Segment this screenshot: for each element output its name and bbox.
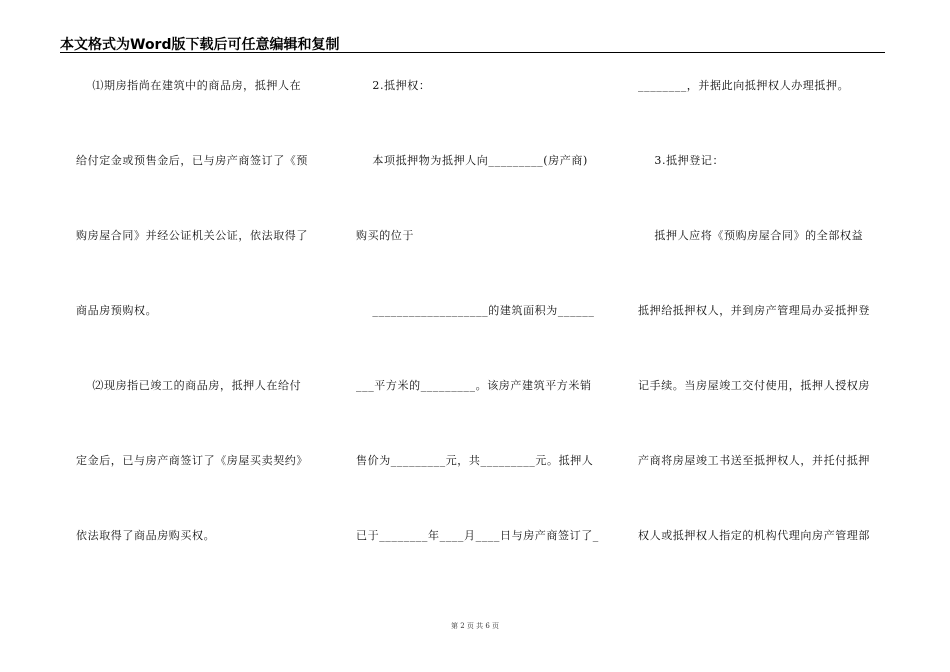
column-line: 依法取得了商品房购买权。 (76, 529, 216, 542)
header-divider (60, 52, 885, 53)
column-line: 产商将房屋竣工书送至抵押权人，并托付抵押 (638, 454, 870, 467)
column-line: 商品房预购权。 (76, 304, 158, 317)
column-line: ___________________的建筑面积为______ (356, 304, 595, 317)
column-line: 定金后，已与房产商签订了《房屋买卖契约》 (76, 454, 308, 467)
column-line: ________，并据此向抵押权人办理抵押。 (638, 79, 850, 92)
column-line: ⑴期房指尚在建筑中的商品房，抵押人在 (76, 79, 302, 92)
column-line: 已于________年____月____日与房产商签订了_ (356, 529, 599, 542)
document-header-title: 本文格式为Word版下载后可任意编辑和复制 (60, 37, 340, 53)
column-line: ⑵现房指已竣工的商品房，抵押人在给付 (76, 379, 302, 392)
column-line: 抵押人应将《预购房屋合同》的全部权益 (638, 229, 864, 242)
column-line: 购房屋合同》并经公证机关公证，依法取得了 (76, 229, 308, 242)
page-number-footer: 第 2 页 共 6 页 (450, 622, 500, 630)
column-line: 权人或抵押权人指定的机构代理向房产管理部 (638, 529, 870, 542)
column-line: 3.抵押登记： (638, 154, 725, 167)
column-line: 抵押给抵押权人，并到房产管理局办妥抵押登 (638, 304, 870, 317)
column-line: 给付定金或预售金后，已与房产商签订了《预 (76, 154, 308, 167)
column-line: ___平方米的_________。该房产建筑平方米销 (356, 379, 592, 392)
column-line: 售价为_________元，共_________元。抵押人 (356, 454, 594, 467)
column-line: 2.抵押权： (356, 79, 431, 92)
column-line: 购买的位于 (356, 229, 414, 242)
column-line: 本项抵押物为抵押人向_________(房产商) (356, 154, 588, 167)
column-line: 记手续。当房屋竣工交付使用，抵押人授权房 (638, 379, 870, 392)
